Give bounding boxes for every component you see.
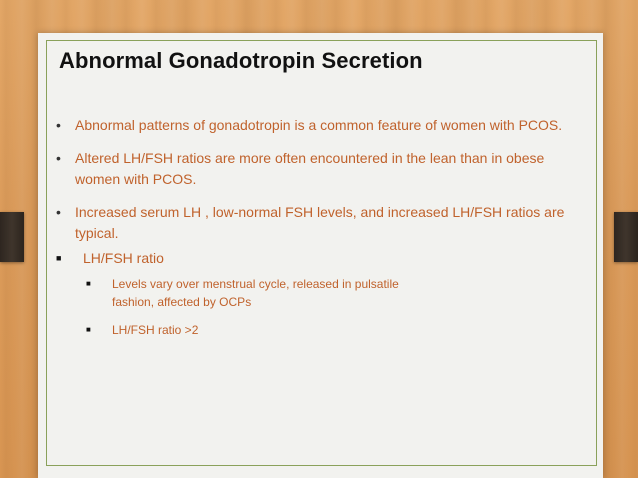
right-binder-tab xyxy=(614,212,638,262)
left-binder-tab xyxy=(0,212,24,262)
bullet-item xyxy=(56,202,576,244)
sub-bullet-item xyxy=(86,275,576,311)
bullet-item xyxy=(56,115,576,136)
square-bullet-icon: ■ xyxy=(86,325,91,334)
square-bullet-item xyxy=(56,248,576,269)
bullet-text: Abnormal patterns of gonadotropin is a common feature of women with PCOS. xyxy=(75,117,563,133)
slide-paper xyxy=(38,33,603,478)
bullet-marker: • xyxy=(56,204,61,220)
bullet-marker: • xyxy=(56,117,61,133)
square-bullet-icon: ■ xyxy=(56,253,62,263)
bullet-text: Increased serum LH , low-normal FSH levels, and increased LH/FSH ratios are typical. xyxy=(75,204,565,241)
square-bullet-icon: ■ xyxy=(86,279,91,288)
slide-content xyxy=(56,115,576,349)
sub-bullet-list xyxy=(86,275,576,339)
bullet-marker: • xyxy=(56,150,61,166)
slide-title: Abnormal Gonadotropin Secretion xyxy=(59,48,423,73)
square-bullet-text: LH/FSH ratio xyxy=(83,250,164,266)
bullet-item xyxy=(56,148,576,190)
bullet-text: Altered LH/FSH ratios are more often encountered in the lean than in obese women with PCOS. xyxy=(75,150,545,187)
sub-bullet-item xyxy=(86,321,576,339)
sub-bullet-text: LH/FSH ratio >2 xyxy=(112,323,199,337)
sub-bullet-text: Levels vary over menstrual cycle, released in pulsatile fashion, affected by OCPs xyxy=(112,277,399,309)
